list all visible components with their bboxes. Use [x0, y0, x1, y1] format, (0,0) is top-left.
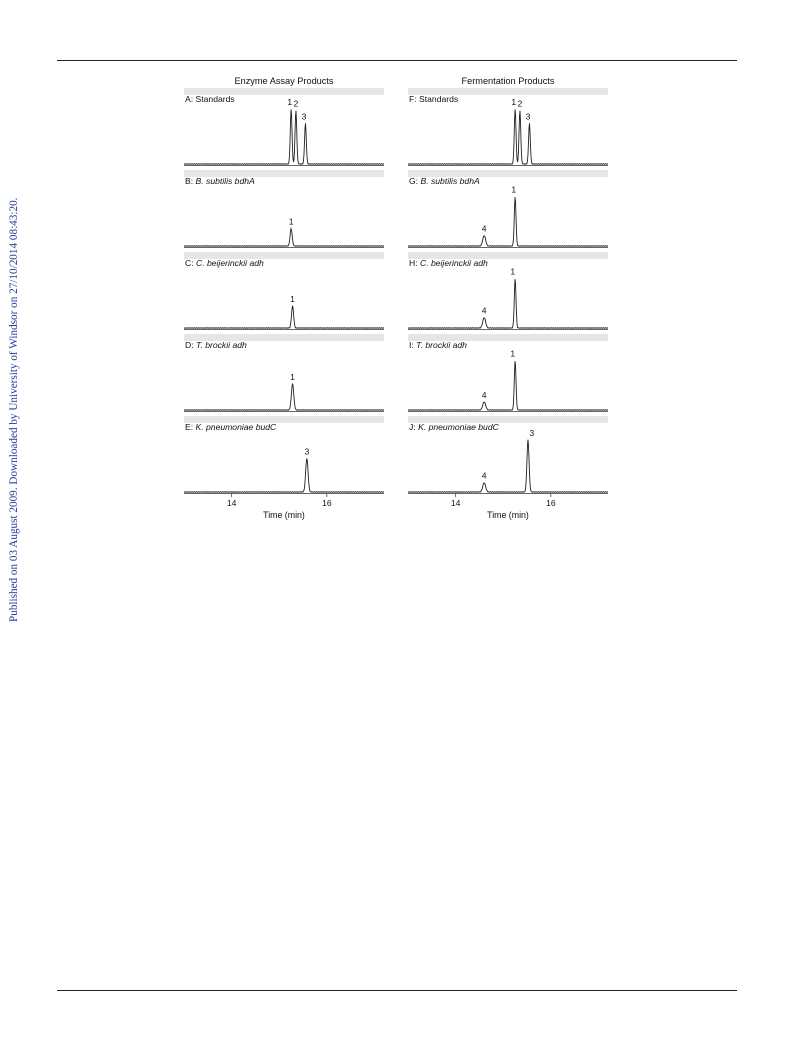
peak-label-3: 3: [304, 446, 310, 457]
download-notice: Published on 03 August 2009. Downloaded by University of Windsor on 27/10/2014 08:43:20.: [8, 197, 20, 622]
panel-label: B: B. subtilis bdhA: [185, 176, 255, 186]
enzyme-assay-column-title: Enzyme Assay Products: [234, 76, 334, 86]
chromatogram-trace: [408, 109, 608, 164]
peak-label-4: 4: [481, 305, 487, 316]
x-tick-label: 16: [322, 498, 332, 508]
chromatogram-trace: [184, 229, 384, 247]
fermentation-column-title: Fermentation Products: [461, 76, 555, 86]
peak-label-2: 2: [517, 98, 523, 109]
panel-label: I: T. brockii adh: [409, 340, 467, 350]
peak-label-2: 2: [293, 98, 299, 109]
chromatogram-trace: [184, 109, 384, 164]
peak-label-3: 3: [525, 111, 531, 122]
chromatogram-trace: [184, 306, 384, 329]
peak-label-1: 1: [288, 216, 294, 227]
panel-label: F: Standards: [409, 94, 459, 104]
chromatogram-trace: [184, 384, 384, 411]
peak-label-4: 4: [481, 470, 487, 481]
chromatogram-trace: [184, 458, 384, 492]
x-tick-label: 14: [450, 498, 461, 508]
chromatogram-trace: [408, 361, 608, 410]
panel-label: J: K. pneumoniae budC: [409, 422, 499, 432]
x-tick-label: 14: [226, 498, 237, 508]
peak-label-1: 1: [510, 266, 516, 277]
panel-label: D: T. brockii adh: [185, 340, 247, 350]
chromatogram-trace: [408, 197, 608, 246]
panel-label: C: C. beijerinckii adh: [185, 258, 264, 268]
peak-label-1: 1: [511, 96, 517, 107]
peak-label-1: 1: [510, 348, 516, 359]
chromatogram-trace: [408, 279, 608, 328]
peak-label-4: 4: [481, 223, 487, 234]
peak-label-3: 3: [529, 427, 535, 438]
peak-label-1: 1: [511, 184, 517, 195]
panel-label: H: C. beijerinckii adh: [409, 258, 488, 268]
panel-label: A: Standards: [185, 94, 235, 104]
peak-label-3: 3: [301, 111, 307, 122]
peak-label-4: 4: [481, 389, 487, 400]
x-tick-label: 16: [546, 498, 556, 508]
panel-label: G: B. subtilis bdhA: [409, 176, 480, 186]
peak-label-1: 1: [290, 293, 295, 304]
peak-label-1: 1: [287, 96, 293, 107]
peak-label-1: 1: [290, 371, 295, 382]
panel-label: E: K. pneumoniae budC: [185, 422, 277, 432]
chromatogram-trace: [408, 440, 608, 493]
x-axis-title: Time (min): [263, 510, 305, 520]
x-axis-title: Time (min): [487, 510, 529, 520]
